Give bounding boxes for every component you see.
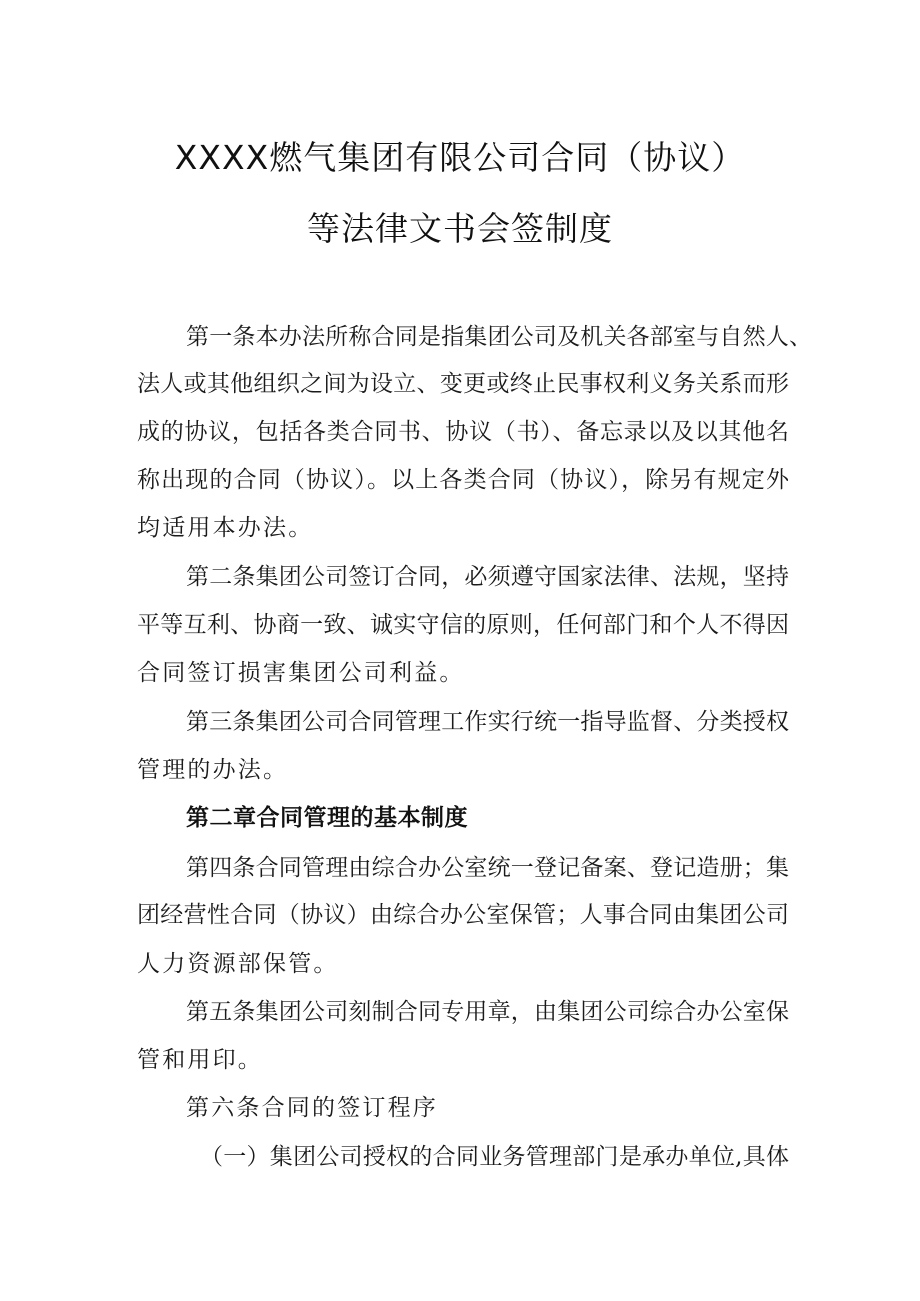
article-2-line-1: 第二条集团公司签订合同，必须遵守国家法律、法规，坚持 bbox=[186, 564, 789, 590]
item-1-line-1: （一）集团公司授权的合同业务管理部门是承办单位,具体 bbox=[200, 1144, 789, 1170]
article-4-line-3: 人力资源部保管。 bbox=[137, 951, 339, 977]
article-1-line-4: 称出现的合同（协议）。以上各类合同（协议），除另有规定外 bbox=[137, 467, 789, 493]
article-1-line-1: 第一条本办法所称合同是指集团公司及机关各部室与自然人、 bbox=[186, 324, 812, 350]
document-title-line-1: XXXX燃气集团有限公司合同（协议） bbox=[174, 138, 746, 177]
article-3-line-1: 第三条集团公司合同管理工作实行统一指导监督、分类授权 bbox=[186, 709, 789, 735]
article-4-line-2: 团经营性合同（协议）由综合办公室保管；人事合同由集团公司 bbox=[137, 902, 789, 928]
article-5-line-1: 第五条集团公司刻制合同专用章，由集团公司综合办公室保 bbox=[186, 999, 789, 1025]
article-4-line-1: 第四条合同管理由综合办公室统一登记备案、登记造册；集 bbox=[186, 855, 789, 881]
article-2-line-2: 平等互利、协商一致、诚实守信的原则，任何部门和个人不得因 bbox=[137, 612, 789, 638]
article-6-line-1: 第六条合同的签订程序 bbox=[186, 1095, 438, 1121]
article-5-line-2: 管和用印。 bbox=[137, 1047, 263, 1073]
document-title-line-2: 等法律文书会签制度 bbox=[307, 209, 613, 248]
article-2-line-3: 合同签订损害集团公司利益。 bbox=[137, 660, 465, 686]
article-1-line-3: 成的协议，包括各类合同书、协议（书）、备忘录以及以其他名 bbox=[137, 419, 789, 445]
chapter-2-heading: 第二章合同管理的基本制度 bbox=[186, 805, 468, 831]
article-1-line-5: 均适用本办法。 bbox=[137, 515, 314, 541]
article-1-line-2: 法人或其他组织之间为设立、变更或终止民事权利义务关系而形 bbox=[137, 371, 789, 397]
article-3-line-2: 管理的办法。 bbox=[137, 757, 289, 783]
